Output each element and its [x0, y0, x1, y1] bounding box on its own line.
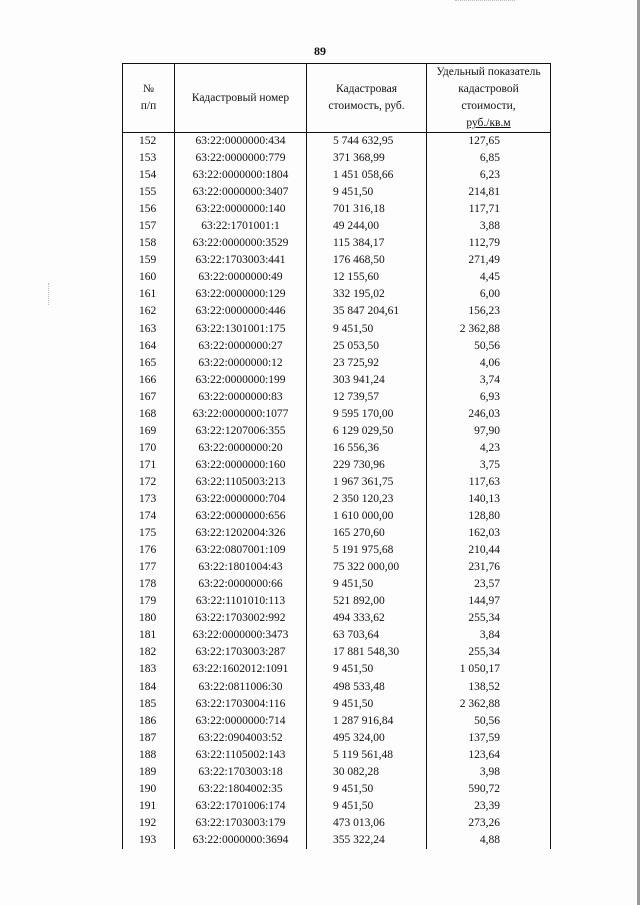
- specific-indicator-cell: 271,49: [427, 252, 551, 269]
- table-row: [123, 440, 551, 457]
- row-number-cell: 163: [123, 321, 175, 338]
- row-number-cell: 157: [123, 218, 175, 235]
- cadastral-cost-cell: 1 967 361,75: [307, 474, 427, 491]
- cadastral-number-cell: 63:22:0000000:1077: [175, 406, 307, 423]
- table-row: [123, 644, 551, 661]
- table-row: [123, 269, 551, 286]
- row-number-cell: 172: [123, 474, 175, 491]
- cadastral-cost-cell: 303 941,24: [307, 372, 427, 389]
- specific-indicator-cell: 3,88: [427, 218, 551, 235]
- row-number-cell: 161: [123, 286, 175, 303]
- specific-indicator-cell: 6,93: [427, 389, 551, 406]
- cadastral-number-cell: 63:22:1105002:143: [175, 747, 307, 764]
- cadastral-number-cell: 63:22:0000000:434: [175, 133, 307, 151]
- cadastral-cost-cell: 9 451,50: [307, 321, 427, 338]
- cadastral-cost-cell: 5 744 632,95: [307, 133, 427, 151]
- specific-indicator-cell: 3,98: [427, 764, 551, 781]
- table-row: [123, 832, 551, 849]
- cadastral-cost-cell: 701 316,18: [307, 201, 427, 218]
- table-row: [123, 321, 551, 338]
- table-row: [123, 627, 551, 644]
- cadastral-number-cell: 63:22:0000000:129: [175, 286, 307, 303]
- row-number-cell: 193: [123, 832, 175, 849]
- cadastral-cost-cell: 494 333,62: [307, 610, 427, 627]
- table-row: [123, 184, 551, 201]
- table-row: [123, 201, 551, 218]
- cadastral-number-cell: 63:22:0000000:140: [175, 201, 307, 218]
- cadastral-number-cell: 63:22:0000000:779: [175, 150, 307, 167]
- cadastral-cost-cell: 75 322 000,00: [307, 559, 427, 576]
- table-row: [123, 679, 551, 696]
- row-number-cell: 170: [123, 440, 175, 457]
- specific-indicator-cell: 2 362,88: [427, 696, 551, 713]
- header-num-line2: п/п: [140, 100, 157, 112]
- cadastral-number-cell: 63:22:0000000:3473: [175, 627, 307, 644]
- cadastral-number-cell: 63:22:1703003:441: [175, 252, 307, 269]
- table-row: [123, 303, 551, 320]
- specific-indicator-cell: 4,45: [427, 269, 551, 286]
- cadastral-cost-cell: 521 892,00: [307, 593, 427, 610]
- row-number-cell: 190: [123, 781, 175, 798]
- scan-mark: [455, 0, 515, 2]
- cadastral-number-cell: 63:22:0000000:656: [175, 508, 307, 525]
- specific-indicator-cell: 117,63: [427, 474, 551, 491]
- cadastral-cost-cell: 9 451,50: [307, 576, 427, 593]
- specific-indicator-cell: 1 050,17: [427, 661, 551, 678]
- cadastral-number-cell: 63:22:1703003:18: [175, 764, 307, 781]
- row-number-cell: 185: [123, 696, 175, 713]
- cadastral-cost-cell: 9 451,50: [307, 781, 427, 798]
- row-number-cell: 178: [123, 576, 175, 593]
- specific-indicator-cell: 123,64: [427, 747, 551, 764]
- specific-indicator-cell: 6,85: [427, 150, 551, 167]
- row-number-cell: 186: [123, 713, 175, 730]
- row-number-cell: 155: [123, 184, 175, 201]
- table-row: [123, 764, 551, 781]
- table-row: [123, 150, 551, 167]
- table-row: [123, 815, 551, 832]
- cadastral-cost-cell: 473 013,06: [307, 815, 427, 832]
- row-number-cell: 189: [123, 764, 175, 781]
- specific-indicator-cell: 273,26: [427, 815, 551, 832]
- table-row: [123, 730, 551, 747]
- cadastral-number-cell: 63:22:0000000:66: [175, 576, 307, 593]
- cadastral-cost-cell: 25 053,50: [307, 338, 427, 355]
- specific-indicator-cell: 127,65: [427, 133, 551, 151]
- row-number-cell: 152: [123, 133, 175, 151]
- table-row: [123, 747, 551, 764]
- header-spec-line4: руб./кв.м: [466, 117, 511, 129]
- specific-indicator-cell: 3,75: [427, 457, 551, 474]
- cadastral-number-cell: 63:22:0000000:12: [175, 355, 307, 372]
- specific-indicator-cell: 6,23: [427, 167, 551, 184]
- table-row: [123, 457, 551, 474]
- cadastral-number-cell: 63:22:0811006:30: [175, 679, 307, 696]
- cadastral-number-cell: 63:22:1101010:113: [175, 593, 307, 610]
- row-number-cell: 171: [123, 457, 175, 474]
- specific-indicator-cell: 3,84: [427, 627, 551, 644]
- cadastral-cost-cell: 5 119 561,48: [307, 747, 427, 764]
- specific-indicator-cell: 4,88: [427, 832, 551, 849]
- row-number-cell: 158: [123, 235, 175, 252]
- cadastral-number-cell: 63:22:1207006:355: [175, 423, 307, 440]
- table-row: [123, 559, 551, 576]
- specific-indicator-cell: 3,74: [427, 372, 551, 389]
- cadastral-cost-cell: 12 739,57: [307, 389, 427, 406]
- table-row: [123, 491, 551, 508]
- table-row: [123, 661, 551, 678]
- cadastral-cost-cell: 371 368,99: [307, 150, 427, 167]
- table-row: [123, 406, 551, 423]
- cadastral-number-cell: 63:22:0000000:3694: [175, 832, 307, 849]
- row-number-cell: 173: [123, 491, 175, 508]
- table-row: [123, 338, 551, 355]
- table-row: [123, 372, 551, 389]
- row-number-cell: 180: [123, 610, 175, 627]
- cadastral-number-cell: 63:22:1703003:179: [175, 815, 307, 832]
- cadastral-cost-cell: 6 129 029,50: [307, 423, 427, 440]
- cadastral-number-cell: 63:22:1301001:175: [175, 321, 307, 338]
- table-row: [123, 593, 551, 610]
- table-row: [123, 389, 551, 406]
- cadastral-number-cell: 63:22:0000000:704: [175, 491, 307, 508]
- row-number-cell: 183: [123, 661, 175, 678]
- cadastral-number-cell: 63:22:1602012:1091: [175, 661, 307, 678]
- header-row-number: [123, 64, 175, 133]
- table-row: [123, 218, 551, 235]
- header-specific-indicator: [427, 64, 551, 133]
- row-number-cell: 192: [123, 815, 175, 832]
- specific-indicator-cell: 231,76: [427, 559, 551, 576]
- row-number-cell: 156: [123, 201, 175, 218]
- specific-indicator-cell: 210,44: [427, 542, 551, 559]
- row-number-cell: 191: [123, 798, 175, 815]
- header-spec-line3: стоимости,: [461, 100, 516, 112]
- cadastral-number-cell: 63:22:1701001:1: [175, 218, 307, 235]
- row-number-cell: 154: [123, 167, 175, 184]
- header-cadastral-cost: [307, 64, 427, 133]
- cadastral-number-cell: 63:22:0000000:27: [175, 338, 307, 355]
- cadastral-cost-cell: 2 350 120,23: [307, 491, 427, 508]
- row-number-cell: 162: [123, 303, 175, 320]
- cadastral-number-cell: 63:22:0000000:49: [175, 269, 307, 286]
- row-number-cell: 181: [123, 627, 175, 644]
- row-number-cell: 159: [123, 252, 175, 269]
- specific-indicator-cell: 112,79: [427, 235, 551, 252]
- row-number-cell: 168: [123, 406, 175, 423]
- row-number-cell: 176: [123, 542, 175, 559]
- specific-indicator-cell: 590,72: [427, 781, 551, 798]
- specific-indicator-cell: 23,57: [427, 576, 551, 593]
- row-number-cell: 174: [123, 508, 175, 525]
- header-cadastral-number: Кадастровый номер: [175, 64, 307, 133]
- row-number-cell: 167: [123, 389, 175, 406]
- specific-indicator-cell: 162,03: [427, 525, 551, 542]
- cadastral-cost-cell: 23 725,92: [307, 355, 427, 372]
- specific-indicator-cell: 23,39: [427, 798, 551, 815]
- cadastral-cost-cell: 1 610 000,00: [307, 508, 427, 525]
- cadastral-cost-cell: 16 556,36: [307, 440, 427, 457]
- cadastral-number-cell: 63:22:0000000:446: [175, 303, 307, 320]
- cadastral-number-cell: 63:22:0904003:52: [175, 730, 307, 747]
- cadastral-cost-cell: 35 847 204,61: [307, 303, 427, 320]
- header-cost-line1: Кадастровая: [335, 83, 398, 95]
- specific-indicator-cell: 214,81: [427, 184, 551, 201]
- table-row: [123, 252, 551, 269]
- specific-indicator-cell: 6,00: [427, 286, 551, 303]
- table-row: [123, 542, 551, 559]
- cadastral-number-cell: 63:22:0000000:199: [175, 372, 307, 389]
- row-number-cell: 177: [123, 559, 175, 576]
- table-row: [123, 133, 551, 151]
- cadastral-cost-cell: 63 703,64: [307, 627, 427, 644]
- table-row: [123, 576, 551, 593]
- table-row: [123, 286, 551, 303]
- specific-indicator-cell: 2 362,88: [427, 321, 551, 338]
- row-number-cell: 179: [123, 593, 175, 610]
- cadastral-number-cell: 63:22:0000000:3407: [175, 184, 307, 201]
- table-row: [123, 610, 551, 627]
- cadastral-number-cell: 63:22:0000000:3529: [175, 235, 307, 252]
- header-spec-line2: кадастровой: [458, 83, 519, 95]
- specific-indicator-cell: 255,34: [427, 644, 551, 661]
- row-number-cell: 184: [123, 679, 175, 696]
- table-row: [123, 508, 551, 525]
- cadastral-number-cell: 63:22:1804002:35: [175, 781, 307, 798]
- table-row: [123, 167, 551, 184]
- specific-indicator-cell: 246,03: [427, 406, 551, 423]
- specific-indicator-cell: 137,59: [427, 730, 551, 747]
- row-number-cell: 182: [123, 644, 175, 661]
- cadastral-cost-cell: 355 322,24: [307, 832, 427, 849]
- specific-indicator-cell: 50,56: [427, 338, 551, 355]
- cadastral-number-cell: 63:22:1202004:326: [175, 525, 307, 542]
- cadastral-cost-cell: 5 191 975,68: [307, 542, 427, 559]
- specific-indicator-cell: 117,71: [427, 201, 551, 218]
- row-number-cell: 165: [123, 355, 175, 372]
- cadastral-cost-cell: 176 468,50: [307, 252, 427, 269]
- cadastral-cost-cell: 12 155,60: [307, 269, 427, 286]
- specific-indicator-cell: 128,80: [427, 508, 551, 525]
- table-row: [123, 798, 551, 815]
- table-row: [123, 474, 551, 491]
- row-number-cell: 164: [123, 338, 175, 355]
- specific-indicator-cell: 144,97: [427, 593, 551, 610]
- specific-indicator-cell: 97,90: [427, 423, 551, 440]
- specific-indicator-cell: 140,13: [427, 491, 551, 508]
- page-number: 89: [314, 44, 326, 58]
- cadastral-cost-cell: 115 384,17: [307, 235, 427, 252]
- specific-indicator-cell: 50,56: [427, 713, 551, 730]
- table-row: [123, 235, 551, 252]
- specific-indicator-cell: 156,23: [427, 303, 551, 320]
- header-cost-line2: стоимость, руб.: [328, 100, 405, 112]
- cadastral-number-cell: 63:22:1701006:174: [175, 798, 307, 815]
- table-row: [123, 713, 551, 730]
- cadastral-number-cell: 63:22:1703004:116: [175, 696, 307, 713]
- row-number-cell: 160: [123, 269, 175, 286]
- table-row: [123, 525, 551, 542]
- cadastral-cost-cell: 332 195,02: [307, 286, 427, 303]
- cadastral-number-cell: 63:22:1105003:213: [175, 474, 307, 491]
- cadastral-number-cell: 63:22:0000000:714: [175, 713, 307, 730]
- cadastral-number-cell: 63:22:1703002:992: [175, 610, 307, 627]
- cadastral-cost-cell: 1 287 916,84: [307, 713, 427, 730]
- header-spec-line1: Удельный показатель: [436, 66, 541, 78]
- cadastral-cost-cell: 9 595 170,00: [307, 406, 427, 423]
- row-number-cell: 153: [123, 150, 175, 167]
- cadastral-number-cell: 63:22:0000000:160: [175, 457, 307, 474]
- cadastral-cost-cell: 9 451,50: [307, 696, 427, 713]
- cadastral-cost-cell: 9 451,50: [307, 661, 427, 678]
- cadastral-cost-cell: 9 451,50: [307, 184, 427, 201]
- cadastral-cost-cell: 17 881 548,30: [307, 644, 427, 661]
- row-number-cell: 175: [123, 525, 175, 542]
- cadastral-number-cell: 63:22:1801004:43: [175, 559, 307, 576]
- table-row: [123, 696, 551, 713]
- row-number-cell: 188: [123, 747, 175, 764]
- cadastral-cost-cell: 1 451 058,66: [307, 167, 427, 184]
- cadastral-number-cell: 63:22:0000000:1804: [175, 167, 307, 184]
- cadastral-cost-cell: 9 451,50: [307, 798, 427, 815]
- row-number-cell: 169: [123, 423, 175, 440]
- cadastral-cost-cell: 165 270,60: [307, 525, 427, 542]
- cadastral-value-table: [122, 63, 551, 849]
- scan-mark: [48, 283, 50, 305]
- cadastral-number-cell: 63:22:0807001:109: [175, 542, 307, 559]
- row-number-cell: 187: [123, 730, 175, 747]
- cadastral-cost-cell: 30 082,28: [307, 764, 427, 781]
- table-row: [123, 781, 551, 798]
- table-header-row: [123, 64, 551, 133]
- table-body: [123, 133, 551, 849]
- specific-indicator-cell: 255,34: [427, 610, 551, 627]
- cadastral-number-cell: 63:22:0000000:83: [175, 389, 307, 406]
- header-num-line1: №: [143, 83, 154, 95]
- specific-indicator-cell: 4,23: [427, 440, 551, 457]
- cadastral-cost-cell: 498 533,48: [307, 679, 427, 696]
- cadastral-number-cell: 63:22:0000000:20: [175, 440, 307, 457]
- table-row: [123, 355, 551, 372]
- cadastral-cost-cell: 229 730,96: [307, 457, 427, 474]
- cadastral-cost-cell: 49 244,00: [307, 218, 427, 235]
- cadastral-number-cell: 63:22:1703003:287: [175, 644, 307, 661]
- specific-indicator-cell: 4,06: [427, 355, 551, 372]
- row-number-cell: 166: [123, 372, 175, 389]
- cadastral-cost-cell: 495 324,00: [307, 730, 427, 747]
- table-row: [123, 423, 551, 440]
- specific-indicator-cell: 138,52: [427, 679, 551, 696]
